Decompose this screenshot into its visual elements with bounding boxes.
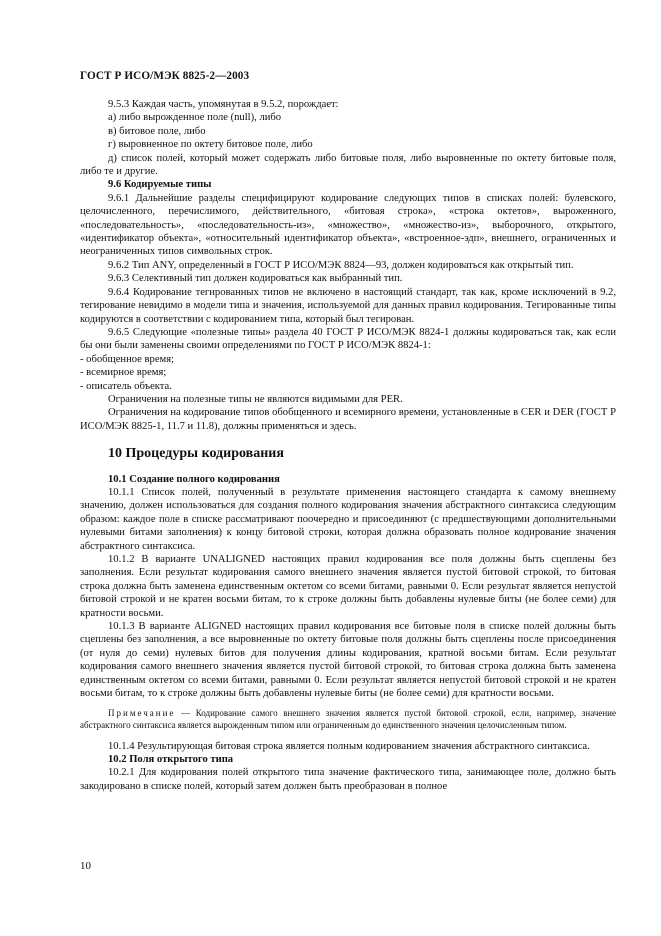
para-10-1-3: 10.1.3 В варианте ALIGNED настоящих правил кодирования все битовые поля в списке полей должны быть сцеплены без заполнения, а все выровненные по октету битовые поля должны быть сцеплены после присоединения (от нуля до семи) нулевых битов для получения длины кодирования, кратной восьми битам. Если результат кодирования самого внешнего значения является пустой битовой строкой, то битовая строка должна быть заменена единственным октетом со всеми битами, равными 0. Если результат является непустой битовой строкой и не кратен восьми битам, то к строке должны быть добавлены нулевые биты (не более семи) для кратности восьми. — [80, 621, 616, 700]
list-item: - всемирное время; — [80, 367, 167, 379]
list-item: д) список полей, который может содержать либо битовые поля, либо выровненные по октету битовые поля, либо те и другие. — [80, 152, 616, 178]
para-9-6-5-note2: Ограничения на кодирование типов обобщенного и всемирного времени, установленные в CER и DER (ГОСТ Р ИСО/МЭК 8825-1, 11.7 и 11.8), должны применяться и здесь. — [80, 407, 616, 432]
para-9-6-3: 9.6.3 Селективный тип должен кодироваться как выбранный тип. — [108, 273, 403, 285]
page-number: 10 — [80, 860, 91, 872]
list-item: в) битовое поле, либо — [108, 125, 206, 137]
section-10-title: 10 Процедуры кодирования — [108, 446, 284, 462]
section-10-2-title: 10.2 Поля открытого типа — [108, 754, 234, 766]
para-10-2-1: 10.2.1 Для кодирования полей открытого типа значение фактического типа, занимающее поле, должно быть закодировано в списке полей, который затем должен быть преобразован в полное — [80, 767, 616, 792]
para-9-6-5: 9.6.5 Следующие «полезные типы» раздела 40 ГОСТ Р ИСО/МЭК 8824-1 должны кодироваться так, как если бы они были заменены своими определениями по ГОСТ Р ИСО/МЭК 8824-1: — [80, 326, 616, 352]
note — [80, 708, 616, 731]
para-10-1-4: 10.1.4 Результирующая битовая строка является полным кодированием значения абстрактного синтаксиса. — [108, 740, 590, 752]
para-9-6-2: 9.6.2 Тип ANY, определенный в ГОСТ Р ИСО/МЭК 8824—93, должен кодироваться как открытый тип. — [108, 259, 574, 271]
para-10-1-1: 10.1.1 Список полей, полученный в результате применения настоящего стандарта к самому внешнему значению, должен использоваться для создания полного кодирования значения абстрактного синтаксиса следующим образом: каждое поле в списке рассматривают поочередно и присоединяют (с предшествующими дополнительными нулевыми битами заполнения) к концу битовой строки, которая должна образовать полное кодирование значения абстрактного синтаксиса. — [80, 486, 616, 552]
section-10-1-title: 10.1 Создание полного кодирования — [108, 473, 280, 485]
para-9-6-5-note1: Ограничения на полезные типы не являются видимыми для PER. — [108, 393, 403, 405]
note-text: — Кодирование самого внешнего значения является пустой битовой строкой, если, например, значение абстрактного синтаксиса является вырожденным типом или ограниченным до единственного значения целочисленным типом. — [80, 708, 616, 731]
running-header: ГОСТ Р ИСО/МЭК 8825-2—2003 — [80, 70, 250, 82]
para-9-5-3: 9.5.3 Каждая часть, упомянутая в 9.5.2, порождает: — [108, 99, 339, 110]
para-10-1-2: 10.1.2 В варианте UNALIGNED настоящих правил кодирования все поля должны быть сцеплены без заполнения. Если результат кодирования самого внешнего значения является пустой битовой строкой, то битовая строка должна быть заменена единственным октетом со всеми битами, равными 0. Если результат является непустой битовой строкой и не кратен восьми битам, то к строке должны быть добавлены нулевые биты (не более семи) для кратности восьми. — [80, 554, 616, 619]
list-item: г) выровненное по октету битовое поле, либо — [108, 139, 313, 151]
list-item: - обобщенное время; — [80, 353, 175, 365]
list-item: - описатель объекта. — [80, 380, 172, 392]
para-9-6-4: 9.6.4 Кодирование тегированных типов не включено в настоящий стандарт, так как, кроме исключений в 9.2, тегирование невидимо в модели типа и значения, используемой для данных правил кодирования. Тегированные типы кодируются в соответствии с кодированием типа, который был тегирован. — [80, 286, 616, 325]
para-9-6-1: 9.6.1 Дальнейшие разделы специфицируют кодирование следующих типов в списках полей: булевского, целочисленного, перечислимого, действительного, «битовая строка», «строка октетов», выроженного, «последовательность», «последовательность-из», «множество», «множество-из», выборочного, открытого, «идентификатор объекта», «относительный идентификатор объекта», «встроенное-эдп», внешнего, ограниченных и неограниченных типов символьных строк. — [80, 192, 616, 258]
note-label: Примечание — [108, 708, 176, 719]
page-body — [80, 98, 616, 793]
list-item: а) либо вырожденное поле (null), либо — [108, 112, 282, 124]
section-9-6-title: 9.6 Кодируемые типы — [108, 179, 212, 191]
